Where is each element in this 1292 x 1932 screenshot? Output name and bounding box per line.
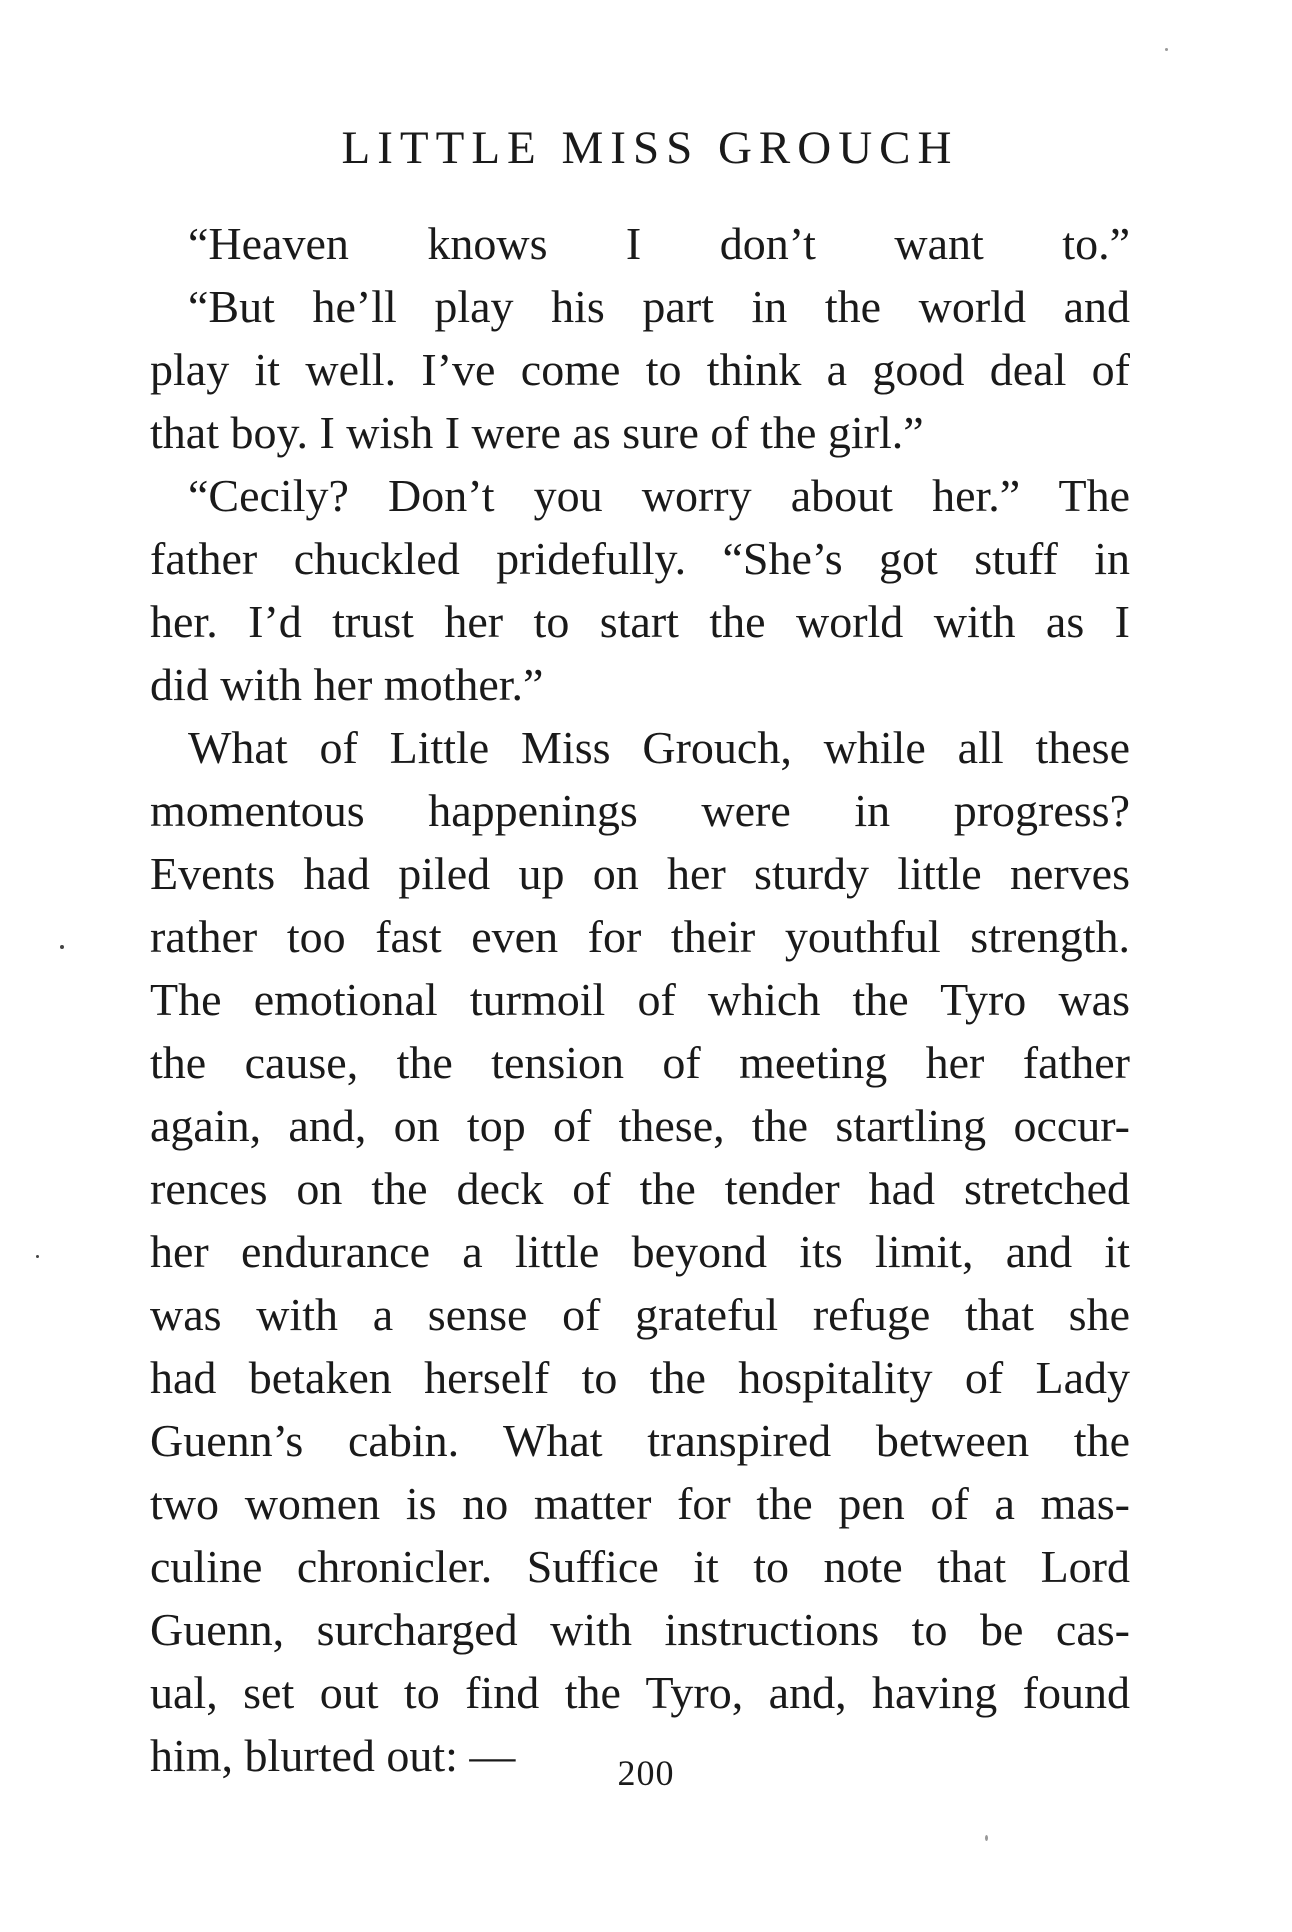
- text-line: Guenn’s cabin. What transpired between the: [150, 1415, 1130, 1466]
- text-line: ual, set out to find the Tyro, and, having found: [150, 1667, 1130, 1718]
- text-line: had betaken herself to the hospitality of Lady: [150, 1352, 1130, 1403]
- text-line: “But he’ll play his part in the world and: [188, 281, 1130, 332]
- text-line: again, and, on top of these, the startling occur-: [150, 1100, 1130, 1151]
- body-text: [150, 212, 1130, 1787]
- text-line: her endurance a little beyond its limit, and it: [150, 1226, 1130, 1277]
- paper-speck: [985, 1835, 988, 1841]
- text-line: her. I’d trust her to start the world with as I: [150, 596, 1130, 647]
- text-line: play it well. I’ve come to think a good deal of: [150, 344, 1130, 395]
- page-number: 200: [617, 1753, 675, 1793]
- text-line: him, blurted out: —: [150, 1730, 516, 1781]
- text-line: father chuckled pridefully. “She’s got stuff in: [150, 533, 1130, 584]
- text-line: “Heaven knows I don’t want to.”: [188, 218, 1130, 269]
- text-line: What of Little Miss Grouch, while all these: [188, 722, 1130, 773]
- text-line: did with her mother.”: [150, 659, 544, 710]
- running-head: LITTLE MISS GROUCH: [341, 122, 959, 174]
- paper-speck: [36, 1255, 39, 1258]
- text-line: momentous happenings were in progress?: [150, 785, 1130, 836]
- text-line: the cause, the tension of meeting her father: [150, 1037, 1130, 1088]
- paper-speck: [60, 945, 64, 949]
- text-line: Events had piled up on her sturdy little nerves: [150, 848, 1130, 899]
- text-line: rences on the deck of the tender had stretched: [150, 1163, 1130, 1214]
- text-line: that boy. I wish I were as sure of the girl.”: [150, 407, 924, 458]
- text-line: rather too fast even for their youthful strength.: [150, 911, 1130, 962]
- text-line: culine chronicler. Suffice it to note that Lord: [150, 1541, 1130, 1592]
- text-line: “Cecily? Don’t you worry about her.” The: [188, 470, 1130, 521]
- text-line: was with a sense of grateful refuge that she: [150, 1289, 1130, 1340]
- text-line: The emotional turmoil of which the Tyro was: [150, 974, 1130, 1025]
- text-line: Guenn, surcharged with instructions to be cas-: [150, 1604, 1130, 1655]
- text-line: two women is no matter for the pen of a mas-: [150, 1478, 1130, 1529]
- paper-speck: [1165, 48, 1168, 51]
